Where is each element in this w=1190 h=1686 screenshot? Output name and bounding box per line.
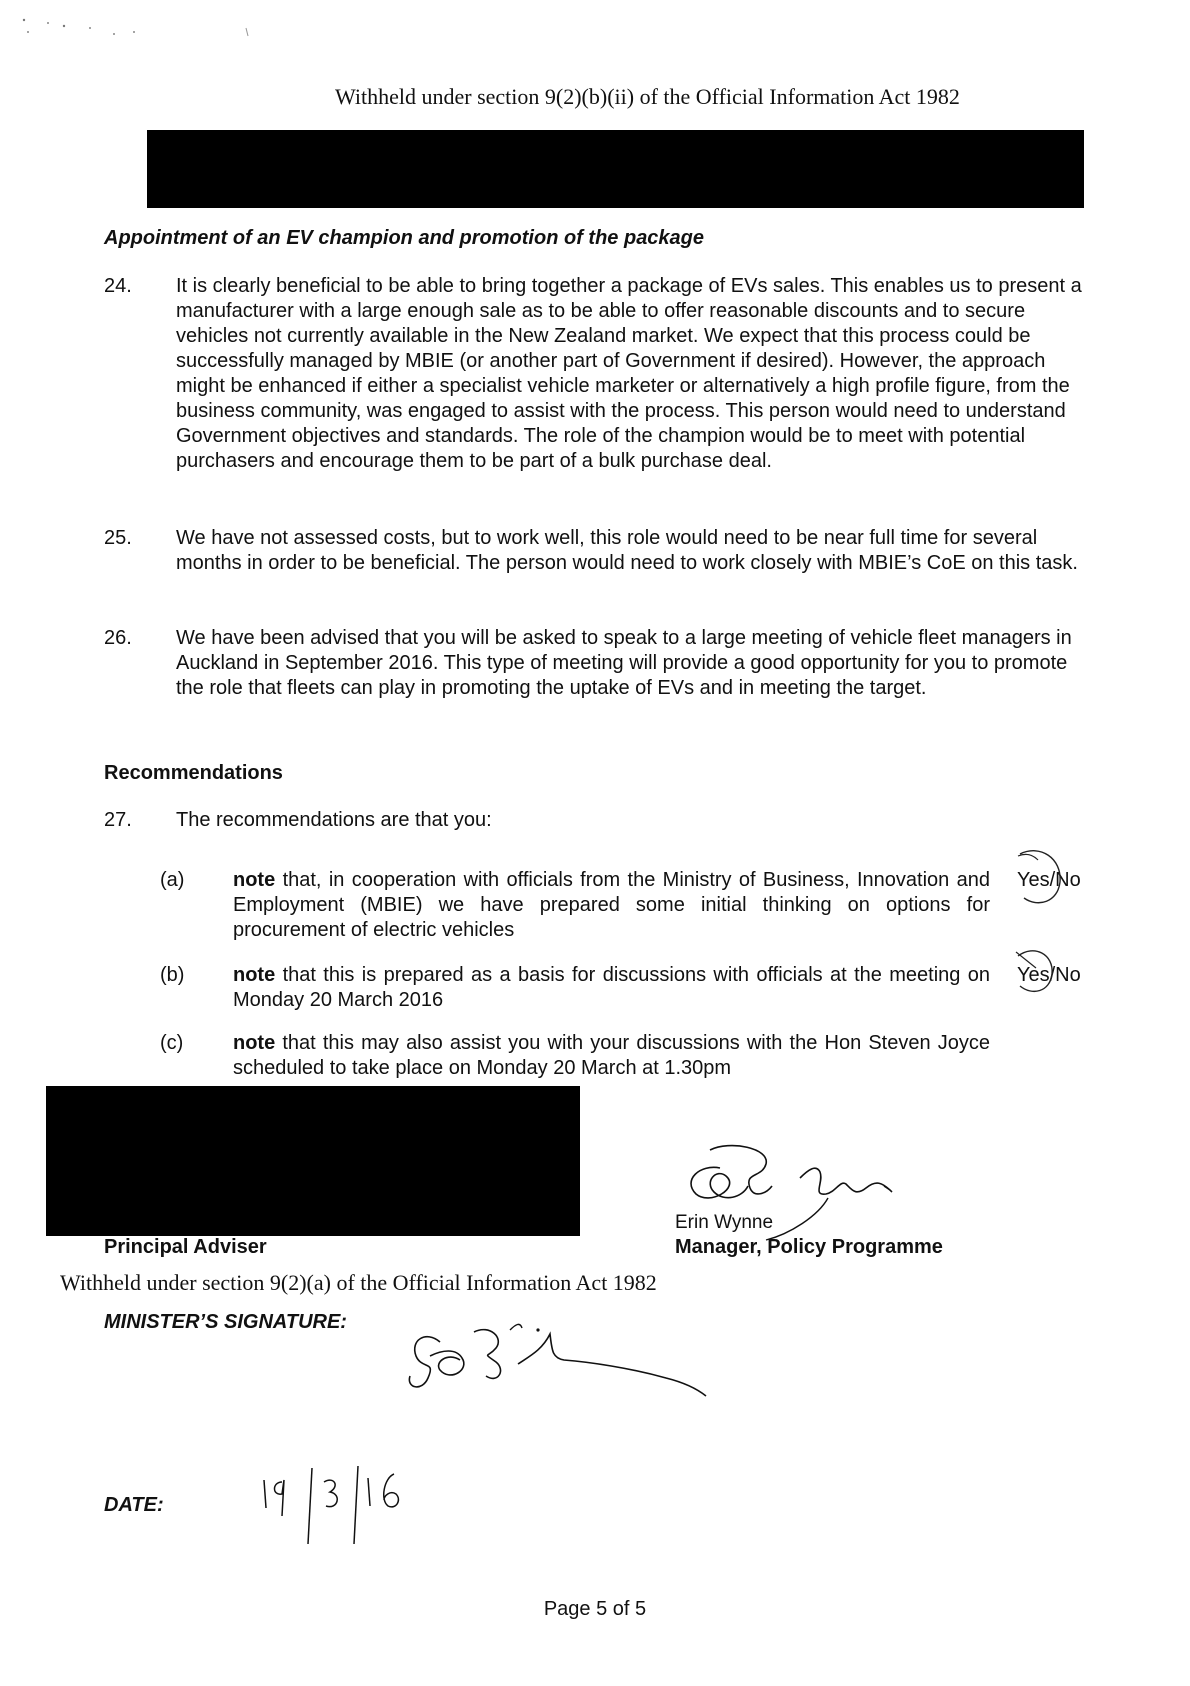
recommendation-body: that, in cooperation with officials from the Ministry of Business, Innovation and Employment (MBIE) we have prepared some initial thinking on options for procurement of electric vehicles bbox=[233, 869, 990, 941]
paragraph-text: We have been advised that you will be asked to speak to a large meeting of vehicle fleet managers in Auckland in September 2016. This type of meeting will provide a good opportunity for you to promote the role that fleets can play in promoting the uptake of EVs and in meeting the target. bbox=[176, 627, 1072, 699]
recommendation-body: that this is prepared as a basis for discussions with officials at the meeting on Monday 20 March 2016 bbox=[233, 964, 990, 1011]
paragraph-text: The recommendations are that you: bbox=[176, 809, 492, 831]
handwritten-date bbox=[258, 1460, 418, 1550]
page-number: Page 5 of 5 bbox=[543, 1598, 647, 1620]
minister-signature bbox=[400, 1300, 720, 1410]
recommendation-body: that this may also assist you with your discussions with the Hon Steven Joyce scheduled to take place on Monday 20 March at 1.30pm bbox=[233, 1032, 990, 1079]
recommendation-c bbox=[160, 1031, 990, 1081]
minister-signature-label: MINISTER’S SIGNATURE: bbox=[104, 1311, 347, 1333]
recommendation-label: (b) bbox=[160, 964, 185, 986]
withheld-notice-top: Withheld under section 9(2)(b)(ii) of the Official Information Act 1982 bbox=[335, 84, 960, 109]
withheld-notice-bottom: Withheld under section 9(2)(a) of the Official Information Act 1982 bbox=[60, 1270, 657, 1295]
paragraph-number: 25. bbox=[104, 527, 132, 549]
paragraph-26 bbox=[104, 626, 1084, 701]
recommendations-heading: Recommendations bbox=[104, 762, 283, 784]
paragraph-27 bbox=[104, 808, 1084, 833]
recommendation-keyword: note bbox=[233, 964, 276, 986]
redaction-block-signatory bbox=[46, 1086, 580, 1236]
section-heading: Appointment of an EV champion and promotion of the package bbox=[104, 227, 705, 249]
manager-name: Erin Wynne bbox=[675, 1212, 774, 1233]
scan-marks bbox=[18, 14, 258, 44]
decision-b: Yes/No bbox=[1017, 964, 1081, 986]
paragraph-25 bbox=[104, 526, 1084, 576]
recommendation-label: (a) bbox=[160, 869, 185, 891]
decision-a: Yes/No bbox=[1017, 869, 1081, 891]
recommendation-text bbox=[233, 1031, 990, 1081]
paragraph-number: 27. bbox=[104, 809, 132, 831]
recommendation-text bbox=[233, 868, 990, 943]
paragraph-text: We have not assessed costs, but to work well, this role would need to be near full time for several months in order to be beneficial. The person would need to work closely with MBIE’s CoE on this task. bbox=[176, 527, 1078, 574]
yes-circle-a bbox=[1012, 848, 1068, 910]
recommendation-text bbox=[233, 963, 990, 1013]
paragraph-number: 26. bbox=[104, 627, 132, 649]
redaction-block-top bbox=[147, 130, 1084, 208]
paragraph-number: 24. bbox=[104, 275, 132, 297]
recommendation-keyword: note bbox=[233, 1032, 276, 1054]
date-label: DATE: bbox=[104, 1494, 164, 1516]
paragraph-text: It is clearly beneficial to be able to bring together a package of EVs sales. This enables us to present a manufacturer with a large enough sale as to be able to offer reasonable discounts and to secure vehicles not currently available in the New Zealand market. We expect that this process could be successfully managed by MBIE (or another part of Government if desired). However, the approach might be enhanced if either a specialist vehicle marketer or alternatively a high profile figure, from the business community, was engaged to assist with the process. This person would need to understand Government objectives and standards. The role of the champion would be to meet with potential purchasers and encourage them to be part of a bulk purchase deal. bbox=[176, 275, 1082, 472]
recommendation-label: (c) bbox=[160, 1032, 184, 1054]
yes-circle-b bbox=[1010, 946, 1060, 1000]
left-signatory-title: Principal Adviser bbox=[104, 1236, 267, 1258]
recommendation-b bbox=[160, 963, 990, 1013]
manager-title: Manager, Policy Programme bbox=[675, 1236, 943, 1258]
recommendation-a bbox=[160, 868, 990, 943]
paragraph-24 bbox=[104, 274, 1084, 474]
recommendation-keyword: note bbox=[233, 869, 276, 891]
